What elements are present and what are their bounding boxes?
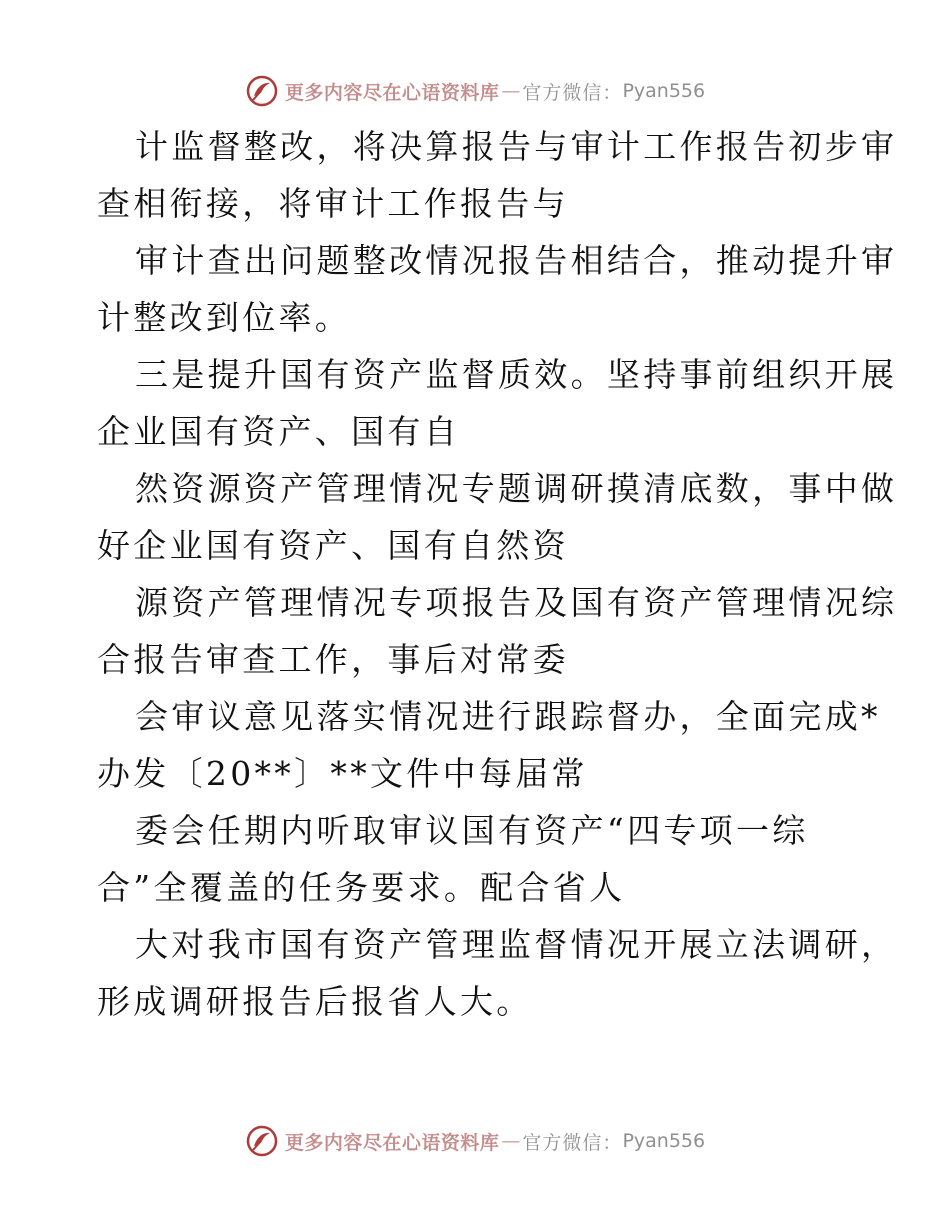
header-brand-text: 更多内容尽在心语资料库: [284, 81, 500, 104]
header-wechat-label: 官方微信：: [522, 81, 623, 104]
text-line: 计监督整改，将决算报告与审计工作报告初步审: [135, 127, 898, 166]
document-body: [97, 118, 898, 1030]
text-line: 计整改到位率。: [97, 298, 352, 337]
text-line: 合”全覆盖的任务要求。配合省人: [97, 868, 626, 907]
text-line: 源资产管理情况专项报告及国有资产管理情况综: [135, 583, 898, 622]
text-line: 形成调研报告后报省人大。: [97, 982, 533, 1021]
text-line: 好企业国有资产、国有自然资: [97, 526, 569, 565]
brand-logo-icon: [245, 74, 279, 108]
text-line: 审计查出问题整改情况报告相结合，推动提升审: [135, 241, 898, 280]
footer-banner: [0, 1121, 950, 1161]
text-line: 企业国有资产、国有自: [97, 412, 460, 451]
footer-brand-text: 更多内容尽在心语资料库: [284, 1131, 500, 1154]
header-wechat-id: Pyan556: [622, 80, 706, 102]
footer-wechat-label: 官方微信：: [522, 1131, 623, 1154]
header-banner: [0, 71, 950, 111]
footer-separator: —: [501, 1130, 521, 1152]
text-line: 办发〔20**〕**文件中每届常: [97, 754, 588, 793]
text-line: 委会任期内听取审议国有资产“四专项一综: [135, 811, 809, 850]
text-line: 会审议意见落实情况进行跟踪督办，全面完成*: [135, 697, 881, 736]
text-line: 然资源资产管理情况专题调研摸清底数，事中做: [135, 469, 898, 508]
brand-logo-icon: [245, 1124, 279, 1158]
text-line: 三是提升国有资产监督质效。坚持事前组织开展: [135, 355, 898, 394]
text-line: 大对我市国有资产管理监督情况开展立法调研，: [135, 925, 898, 964]
footer-wechat-id: Pyan556: [622, 1130, 706, 1152]
text-line: 合报告审查工作，事后对常委: [97, 640, 569, 679]
header-separator: —: [501, 80, 521, 102]
text-line: 查相衔接，将审计工作报告与: [97, 184, 569, 223]
